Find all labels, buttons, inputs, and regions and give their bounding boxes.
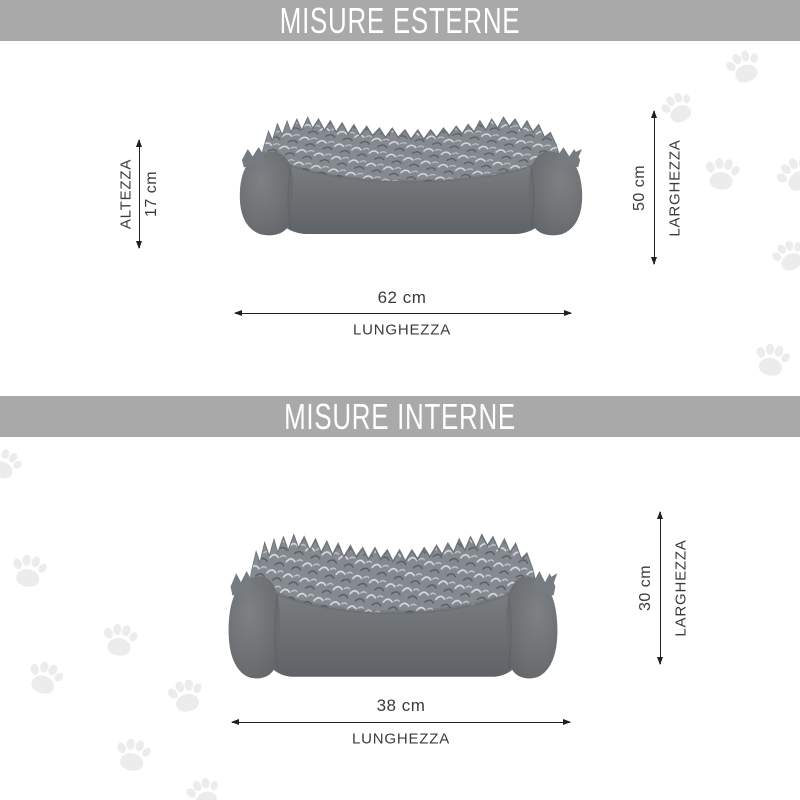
external-length-label: LUNGHEZZA xyxy=(352,321,452,339)
internal-measurements-banner xyxy=(0,396,800,437)
arrow-head-right-icon xyxy=(563,719,571,725)
external-height-label: ALTEZZA xyxy=(117,158,135,230)
external-banner-title: MISURE ESTERNE xyxy=(279,0,521,41)
arrow-head-up-icon xyxy=(657,511,663,519)
external-width-label: LARGHEZZA xyxy=(666,139,684,237)
internal-length-label: LUNGHEZZA xyxy=(351,730,451,748)
arrow-head-left-icon xyxy=(231,719,239,725)
external-height-value: 17 cm xyxy=(143,170,160,218)
external-length-value: 62 cm xyxy=(377,288,427,307)
internal-width-arrow xyxy=(660,512,661,664)
arrow-head-down-icon xyxy=(657,657,663,665)
pet-bed-image-internal xyxy=(223,522,563,689)
internal-width-label: LARGHEZZA xyxy=(672,539,690,637)
internal-width-value: 30 cm xyxy=(637,564,654,612)
internal-length-arrow xyxy=(232,722,570,723)
external-width-value: 50 cm xyxy=(631,164,648,212)
internal-banner-title: MISURE INTERNE xyxy=(284,395,516,437)
internal-length-value: 38 cm xyxy=(376,696,426,715)
